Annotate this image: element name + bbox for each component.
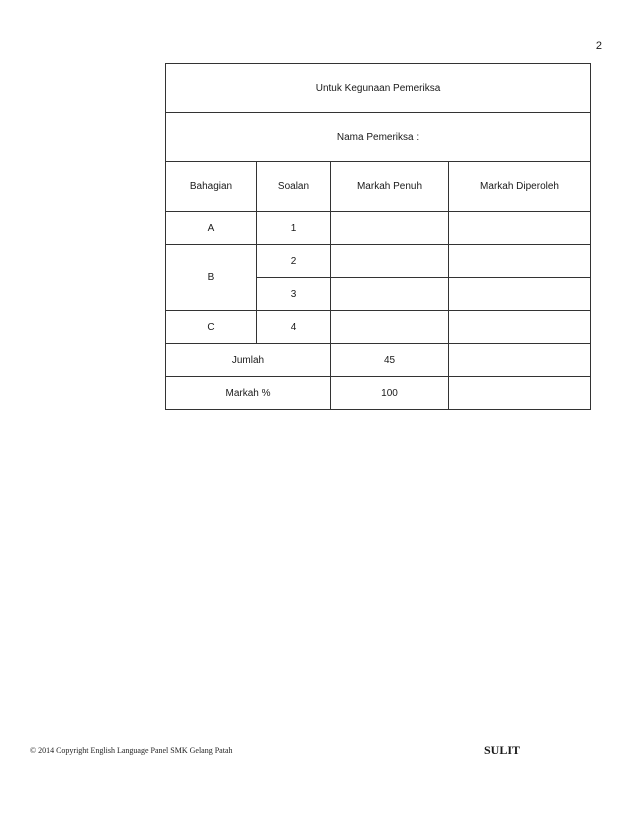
footer-copyright: © 2014 Copyright English Language Panel SMK Gelang Patah <box>30 746 233 755</box>
marks-obtained-cell <box>449 311 591 344</box>
examiner-table <box>165 63 591 410</box>
total-marks-obtained <box>449 344 591 377</box>
header-section: Bahagian <box>166 162 257 212</box>
section-b-cell: B <box>166 245 257 311</box>
table-title: Untuk Kegunaan Pemeriksa <box>166 64 591 113</box>
percent-label: Markah % <box>166 377 331 410</box>
examiner-name-field: Nama Pemeriksa : <box>166 113 591 162</box>
header-marks-obtained: Markah Diperoleh <box>449 162 591 212</box>
full-marks-cell <box>331 212 449 245</box>
total-full-marks: 45 <box>331 344 449 377</box>
marks-obtained-cell <box>449 212 591 245</box>
footer-classification: SULIT <box>484 743 521 757</box>
question-3-cell: 3 <box>257 278 331 311</box>
marks-obtained-cell <box>449 245 591 278</box>
section-c-cell: C <box>166 311 257 344</box>
full-marks-cell <box>331 311 449 344</box>
header-full-marks: Markah Penuh <box>331 162 449 212</box>
full-marks-cell <box>331 245 449 278</box>
question-2-cell: 2 <box>257 245 331 278</box>
percent-full-marks: 100 <box>331 377 449 410</box>
question-1-cell: 1 <box>257 212 331 245</box>
percent-marks-obtained <box>449 377 591 410</box>
header-question: Soalan <box>257 162 331 212</box>
marks-obtained-cell <box>449 278 591 311</box>
page-number: 2 <box>595 40 602 52</box>
section-a-cell: A <box>166 212 257 245</box>
total-label: Jumlah <box>166 344 331 377</box>
question-4-cell: 4 <box>257 311 331 344</box>
full-marks-cell <box>331 278 449 311</box>
